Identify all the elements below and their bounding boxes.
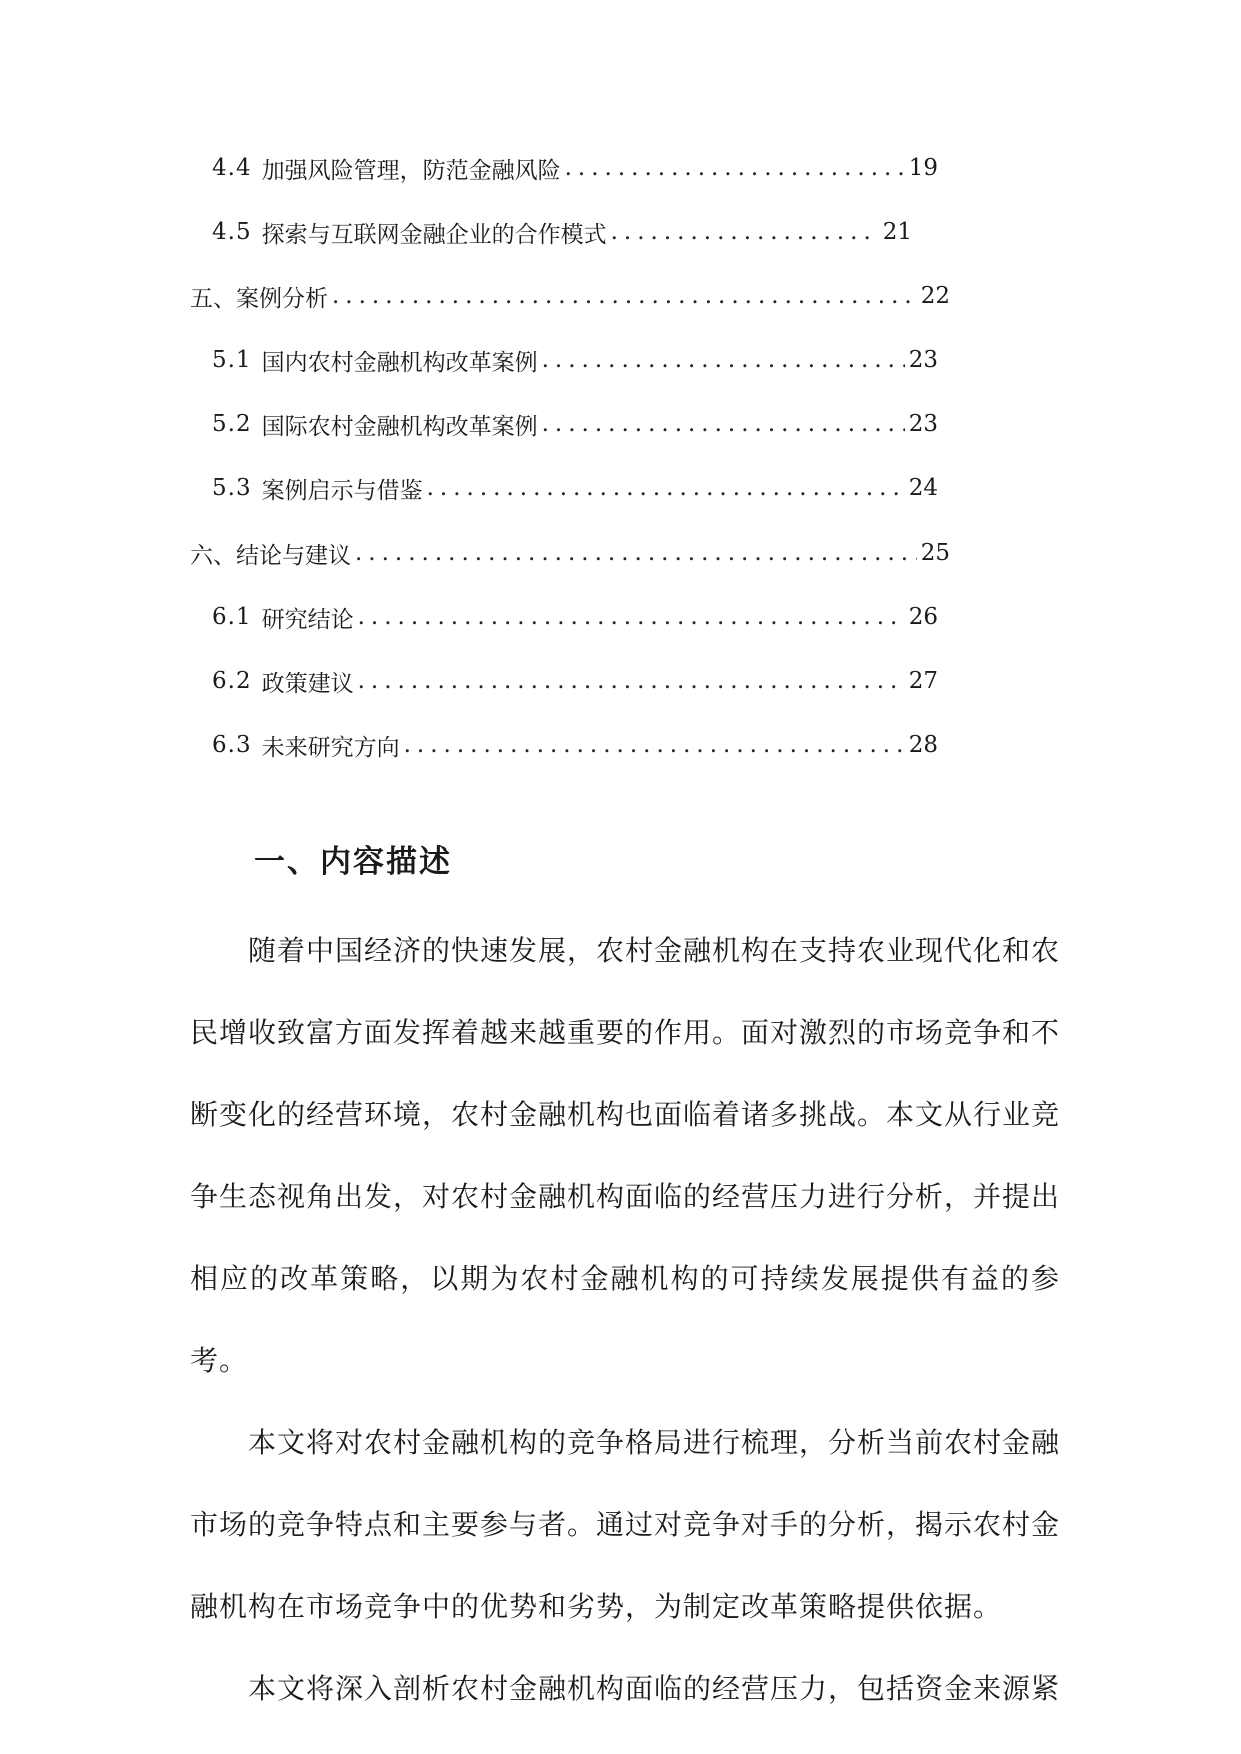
toc-entry-page: 21 [882,219,912,245]
toc-entry-number: 6.1 [212,604,252,630]
toc-entry-number: 6.3 [212,732,252,758]
toc-entry-page: 24 [908,475,938,501]
toc-entry-title: 政策建议 [261,670,354,697]
toc-dot-leader [404,732,905,758]
toc-entry-title: 国内农村金融机构改革案例 [261,349,538,376]
toc-entry-number: 5.3 [212,475,252,501]
toc-dot-leader [355,540,917,566]
toc-entry-title: 研究结论 [261,606,354,633]
toc-entry-title: 未来研究方向 [261,734,400,761]
toc-entry-page: 23 [908,411,938,437]
toc-entry-title: 加强风险管理，防范金融风险 [261,157,561,184]
paragraph: 随着中国经济的快速发展，农村金融机构在支持农业现代化和农民增收致富方面发挥着越来越重要的作用。面对激烈的市场竞争和不断变化的经营环境，农村金融机构也面临着诸多挑战。本文从行业竞争生态视角出发，对农村金融机构面临的经营压力进行分析，并提出相应的改革策略，以期为农村金融机构的可持续发展提供有益的参考。 [190,934,1061,1377]
toc-entry[interactable] [212,725,938,765]
toc-entry[interactable] [212,468,938,508]
toc-entry-title: 探索与互联网金融企业的合作模式 [261,221,607,248]
paragraph: 本文将对农村金融机构的竞争格局进行梳理，分析当前农村金融市场的竞争特点和主要参与者。通过对竞争对手的分析，揭示农村金融机构在市场竞争中的优势和劣势，为制定改革策略提供依据。 [190,1426,1061,1623]
toc-entry-page: 27 [908,668,938,694]
toc-entry-number: 5.2 [212,411,252,437]
toc-entry-page: 25 [920,540,950,566]
toc-entry[interactable] [212,404,938,444]
toc-entry-number: 4.5 [212,219,252,245]
toc-entry-title: 六、结论与建议 [190,542,351,569]
toc-entry[interactable] [212,340,938,380]
toc-entry-number: 4.4 [212,155,252,181]
toc-entry-number: 6.2 [212,668,252,694]
toc-dot-leader [332,283,917,309]
toc-entry[interactable] [190,533,950,573]
toc-entry-page: 19 [908,155,938,181]
section-body [190,910,1060,1730]
toc-entry[interactable] [212,148,938,188]
paragraph: 本文将深入剖析农村金融机构面临的经营压力，包括资金来源紧 [248,1672,1061,1705]
toc-dot-leader [542,411,905,437]
toc-dot-leader [542,347,905,373]
toc-entry-number: 5.1 [212,347,252,373]
toc-entry-page: 28 [908,732,938,758]
section-heading: 一、内容描述 [254,844,452,880]
toc-dot-leader [611,219,879,245]
toc-entry[interactable] [212,597,938,637]
toc-entry[interactable] [212,212,912,252]
toc-entry[interactable] [190,276,950,316]
toc-dot-leader [358,668,905,694]
toc-entry-title: 五、案例分析 [190,285,328,312]
toc-entry-page: 23 [908,347,938,373]
toc-entry-page: 26 [908,604,938,630]
toc-dot-leader [427,475,905,501]
toc-entry-page: 22 [920,283,950,309]
toc-entry-title: 国际农村金融机构改革案例 [261,413,538,440]
toc-entry[interactable] [212,661,938,701]
toc-dot-leader [565,155,905,181]
toc-entry-title: 案例启示与借鉴 [261,477,423,504]
toc-dot-leader [358,604,905,630]
